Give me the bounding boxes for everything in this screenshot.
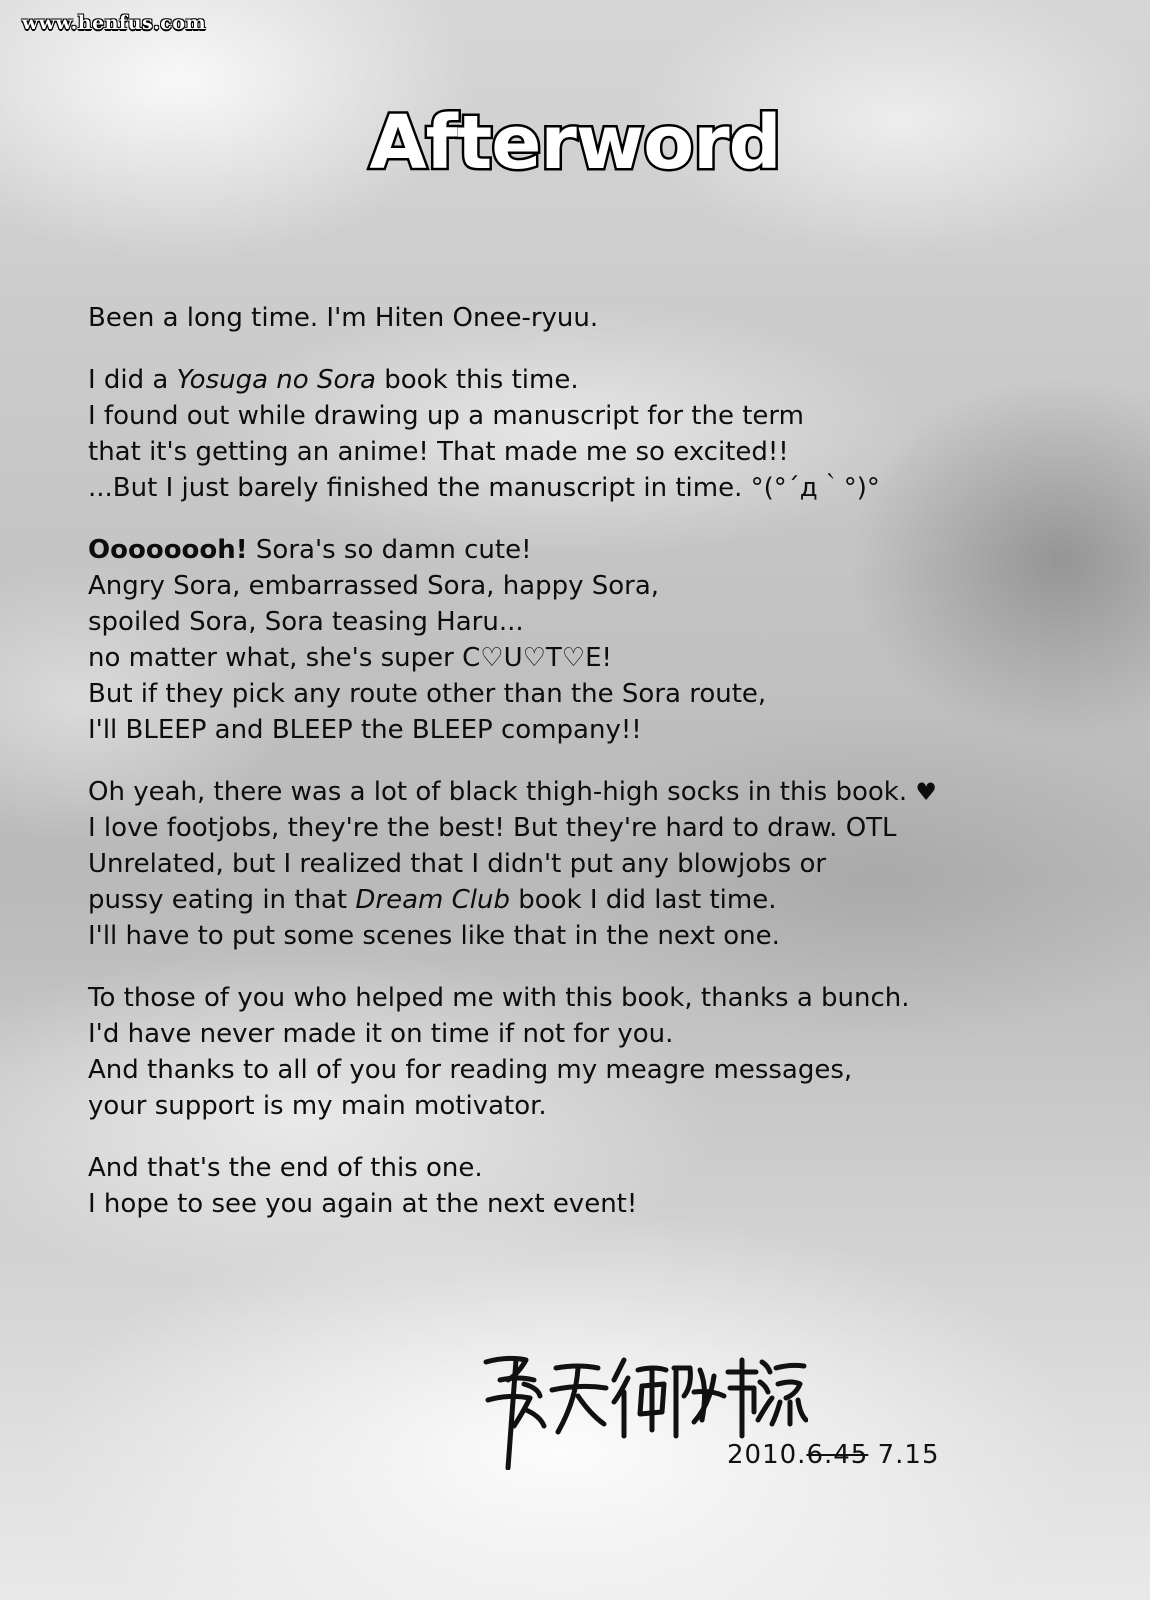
text-line <box>88 882 1088 918</box>
text-line: To those of you who helped me with this book, thanks a bunch. <box>88 983 910 1013</box>
text-line: your support is my main motivator. <box>88 1091 547 1121</box>
text-span: Sora's so damn cute! <box>247 535 532 565</box>
paragraph-2 <box>88 362 1088 506</box>
date-struck-out: 6.45 <box>806 1440 869 1470</box>
text-span: Oh yeah, there was a lot of black thigh-high socks in this book. <box>88 777 916 807</box>
book-title-dream-club: Dream Club <box>355 885 510 915</box>
text-line: ...But I just barely finished the manuscript in time. °(°´д｀°)° <box>88 473 880 503</box>
paragraph-1 <box>88 300 1088 336</box>
page-title: Afterword <box>369 100 781 186</box>
text-line: And that's the end of this one. <box>88 1153 483 1183</box>
text-line: Been a long time. I'm Hiten Onee-ryuu. <box>88 303 599 333</box>
date-final: 7.15 <box>868 1440 940 1470</box>
text-line: I hope to see you again at the next event! <box>88 1189 638 1219</box>
text-line: spoiled Sora, Sora teasing Haru... <box>88 607 524 637</box>
text-line: I love footjobs, they're the best! But they're hard to draw. OTL <box>88 813 897 843</box>
text-span: I did a <box>88 365 177 395</box>
text-line: I'll BLEEP and BLEEP the BLEEP company!! <box>88 715 642 745</box>
text-line <box>88 532 1088 568</box>
date-line <box>727 1440 939 1470</box>
paragraph-4 <box>88 774 1088 954</box>
book-title-yosuga: Yosuga no Sora <box>176 365 376 395</box>
text-line: And thanks to all of you for reading my meagre messages, <box>88 1055 853 1085</box>
text-line: I'll have to put some scenes like that in the next one. <box>88 921 780 951</box>
text-line: But if they pick any route other than the Sora route, <box>88 679 767 709</box>
paragraph-5 <box>88 980 1088 1124</box>
text-line: I'd have never made it on time if not for you. <box>88 1019 674 1049</box>
text-span-bold: Oooooooh! <box>88 535 248 565</box>
text-line <box>88 362 1088 398</box>
text-line: I found out while drawing up a manuscript for the term <box>88 401 804 431</box>
heart-icon: ♥ <box>915 778 937 806</box>
text-line: Angry Sora, embarrassed Sora, happy Sora, <box>88 571 660 601</box>
text-line: Unrelated, but I realized that I didn't put any blowjobs or <box>88 849 827 879</box>
text-span: book I did last time. <box>509 885 777 915</box>
text-line <box>88 774 1088 810</box>
afterword-body <box>88 300 1088 1248</box>
text-line: no matter what, she's super C♡U♡T♡E! <box>88 643 612 673</box>
date-year: 2010. <box>727 1440 807 1470</box>
text-line: that it's getting an anime! That made me so excited!! <box>88 437 789 467</box>
text-span: book this time. <box>375 365 579 395</box>
paragraph-6 <box>88 1150 1088 1222</box>
paragraph-3 <box>88 532 1088 748</box>
text-span: pussy eating in that <box>88 885 356 915</box>
watermark: www.henfus.com <box>22 12 207 34</box>
